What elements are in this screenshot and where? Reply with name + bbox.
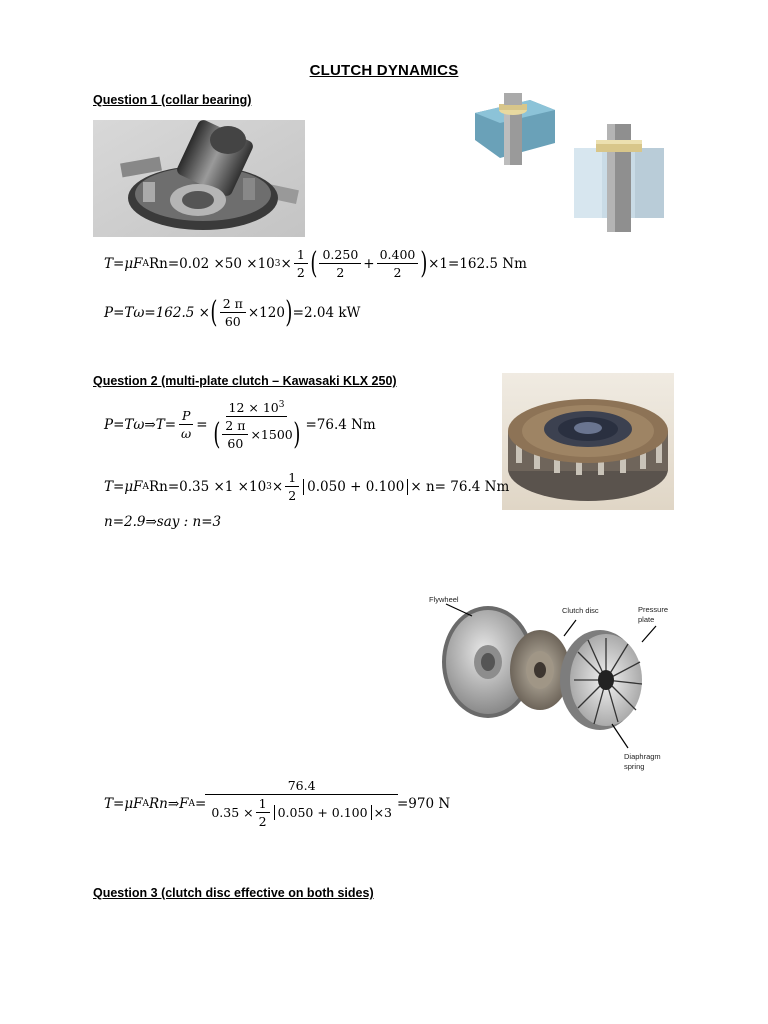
eq-text: P=Tω⇒T= [104, 416, 177, 433]
eq-fraction [294, 247, 308, 280]
frac-den: ω [181, 426, 192, 442]
eq-fraction [256, 796, 270, 829]
eq-text: T=μF [104, 255, 143, 272]
frac-den [208, 795, 395, 829]
q1-torque-equation: T=μF A Rn=0.02 ×50 ×10 3 × $\frac{1}{2}$ ( $\frac{0.250}{2}$ + $\frac{0.400}{2}$ ) ×1=162.5 Nm [104, 245, 527, 281]
eq-text: P=Tω=162.5 × [104, 304, 210, 321]
eq-sub: A [142, 258, 149, 269]
eq-sub: A [142, 798, 149, 809]
pressure-plate-label-line2: plate [638, 615, 655, 624]
frac-num: 2 π [222, 418, 248, 435]
collar-bearing-diagram [470, 88, 670, 238]
question-2-heading: Question 2 (multi-plate clutch – Kawasaki KLX 250) [93, 374, 397, 388]
q2-plates-equation [104, 470, 509, 503]
eq-text: 0.050 + 0.100 [274, 805, 372, 820]
frac-num: 2 π [220, 296, 246, 313]
q2-axial-force-equation [104, 778, 450, 829]
eq-text: =970 N [397, 795, 451, 812]
frac-den: 2 [393, 265, 402, 280]
eq-text: = [195, 795, 207, 812]
eq-text: Rn=0.02 ×50 ×10 [148, 255, 275, 272]
eq-exp: 3 [266, 481, 272, 492]
eq-text: Rn⇒F [148, 795, 189, 812]
diaphragm-spring-label-line2: spring [624, 762, 645, 771]
eq-text: 12 × 10 [228, 400, 279, 416]
frac-den: 60 [224, 314, 241, 329]
eq-text: ×120 [247, 304, 285, 321]
frac-num: P [179, 408, 193, 425]
eq-sub: A [188, 798, 196, 809]
eq-text: ×1500 [250, 427, 293, 443]
frac-num: 1 [285, 470, 299, 487]
eq-text: = [196, 416, 208, 433]
frac-num: 1 [256, 796, 270, 813]
frac-den: 60 [227, 436, 244, 452]
eq-text: T=μF [104, 795, 143, 812]
eq-sub: A [142, 481, 149, 492]
eq-text: ×3 [373, 805, 392, 820]
frac-den: 2 [336, 265, 345, 280]
q1-power-equation: P=Tω=162.5 × ( $\frac{2 \pi}{60}$ ×120 ) =2.04 kW [104, 294, 361, 330]
eq-fraction [210, 398, 304, 451]
eq-fraction [178, 408, 194, 441]
frac-den: 2 [296, 265, 305, 280]
clutch-disc-label: Clutch disc [562, 606, 599, 615]
frac-den: 2 [258, 814, 267, 829]
eq-fraction [208, 778, 395, 829]
eq-fraction [285, 470, 299, 503]
eq-text: n=2.9⇒say : n=3 [104, 514, 222, 530]
diaphragm-spring-label-line1: Diaphragm [624, 752, 661, 761]
eq-text: 0.35 × [211, 805, 254, 820]
eq-text: ×1=162.5 Nm [428, 255, 527, 272]
eq-exp: 3 [278, 400, 285, 410]
pressure-plate-label-line1: Pressure [638, 605, 669, 614]
eq-text: × [280, 255, 292, 272]
frac-num: 0.400 [377, 247, 419, 264]
frac-num: 1 [294, 247, 308, 264]
eq-fraction [222, 418, 248, 451]
q2-result-equation [104, 514, 221, 530]
question-3-heading: Question 3 (clutch disc effective on both sides) [93, 886, 374, 900]
eq-text: + [363, 255, 375, 272]
eq-fraction [220, 296, 246, 329]
eq-text: × [271, 478, 284, 495]
eq-text: Rn=0.35 ×1 ×10 [148, 478, 267, 495]
eq-fraction [319, 247, 361, 280]
q2-torque-from-power-equation [104, 398, 376, 451]
frac-num: 76.4 [205, 778, 398, 795]
frac-den: 2 [288, 488, 297, 503]
eq-fraction [377, 247, 419, 280]
eq-exp: 3 [274, 258, 281, 269]
flywheel-label: Flywheel [429, 595, 459, 604]
multi-plate-clutch-photo [502, 373, 674, 510]
eq-text: × n= 76.4 Nm [410, 478, 510, 495]
eq-text: =2.04 kW [292, 304, 361, 321]
eq-text: T=μF [104, 478, 143, 495]
eq-text: =76.4 Nm [305, 416, 376, 433]
frac-num: 0.250 [319, 247, 361, 264]
page-title: CLUTCH DYNAMICS [309, 62, 459, 79]
clutch-exploded-diagram [428, 592, 678, 774]
eq-text: 0.050 + 0.100 [303, 479, 408, 495]
collar-bearing-photo [93, 120, 305, 237]
question-1-heading: Question 1 (collar bearing) [93, 93, 252, 107]
frac-num [226, 398, 288, 417]
frac-den: ( $\frac{2 \pi}{60}$ ×1500 ) [212, 416, 301, 452]
